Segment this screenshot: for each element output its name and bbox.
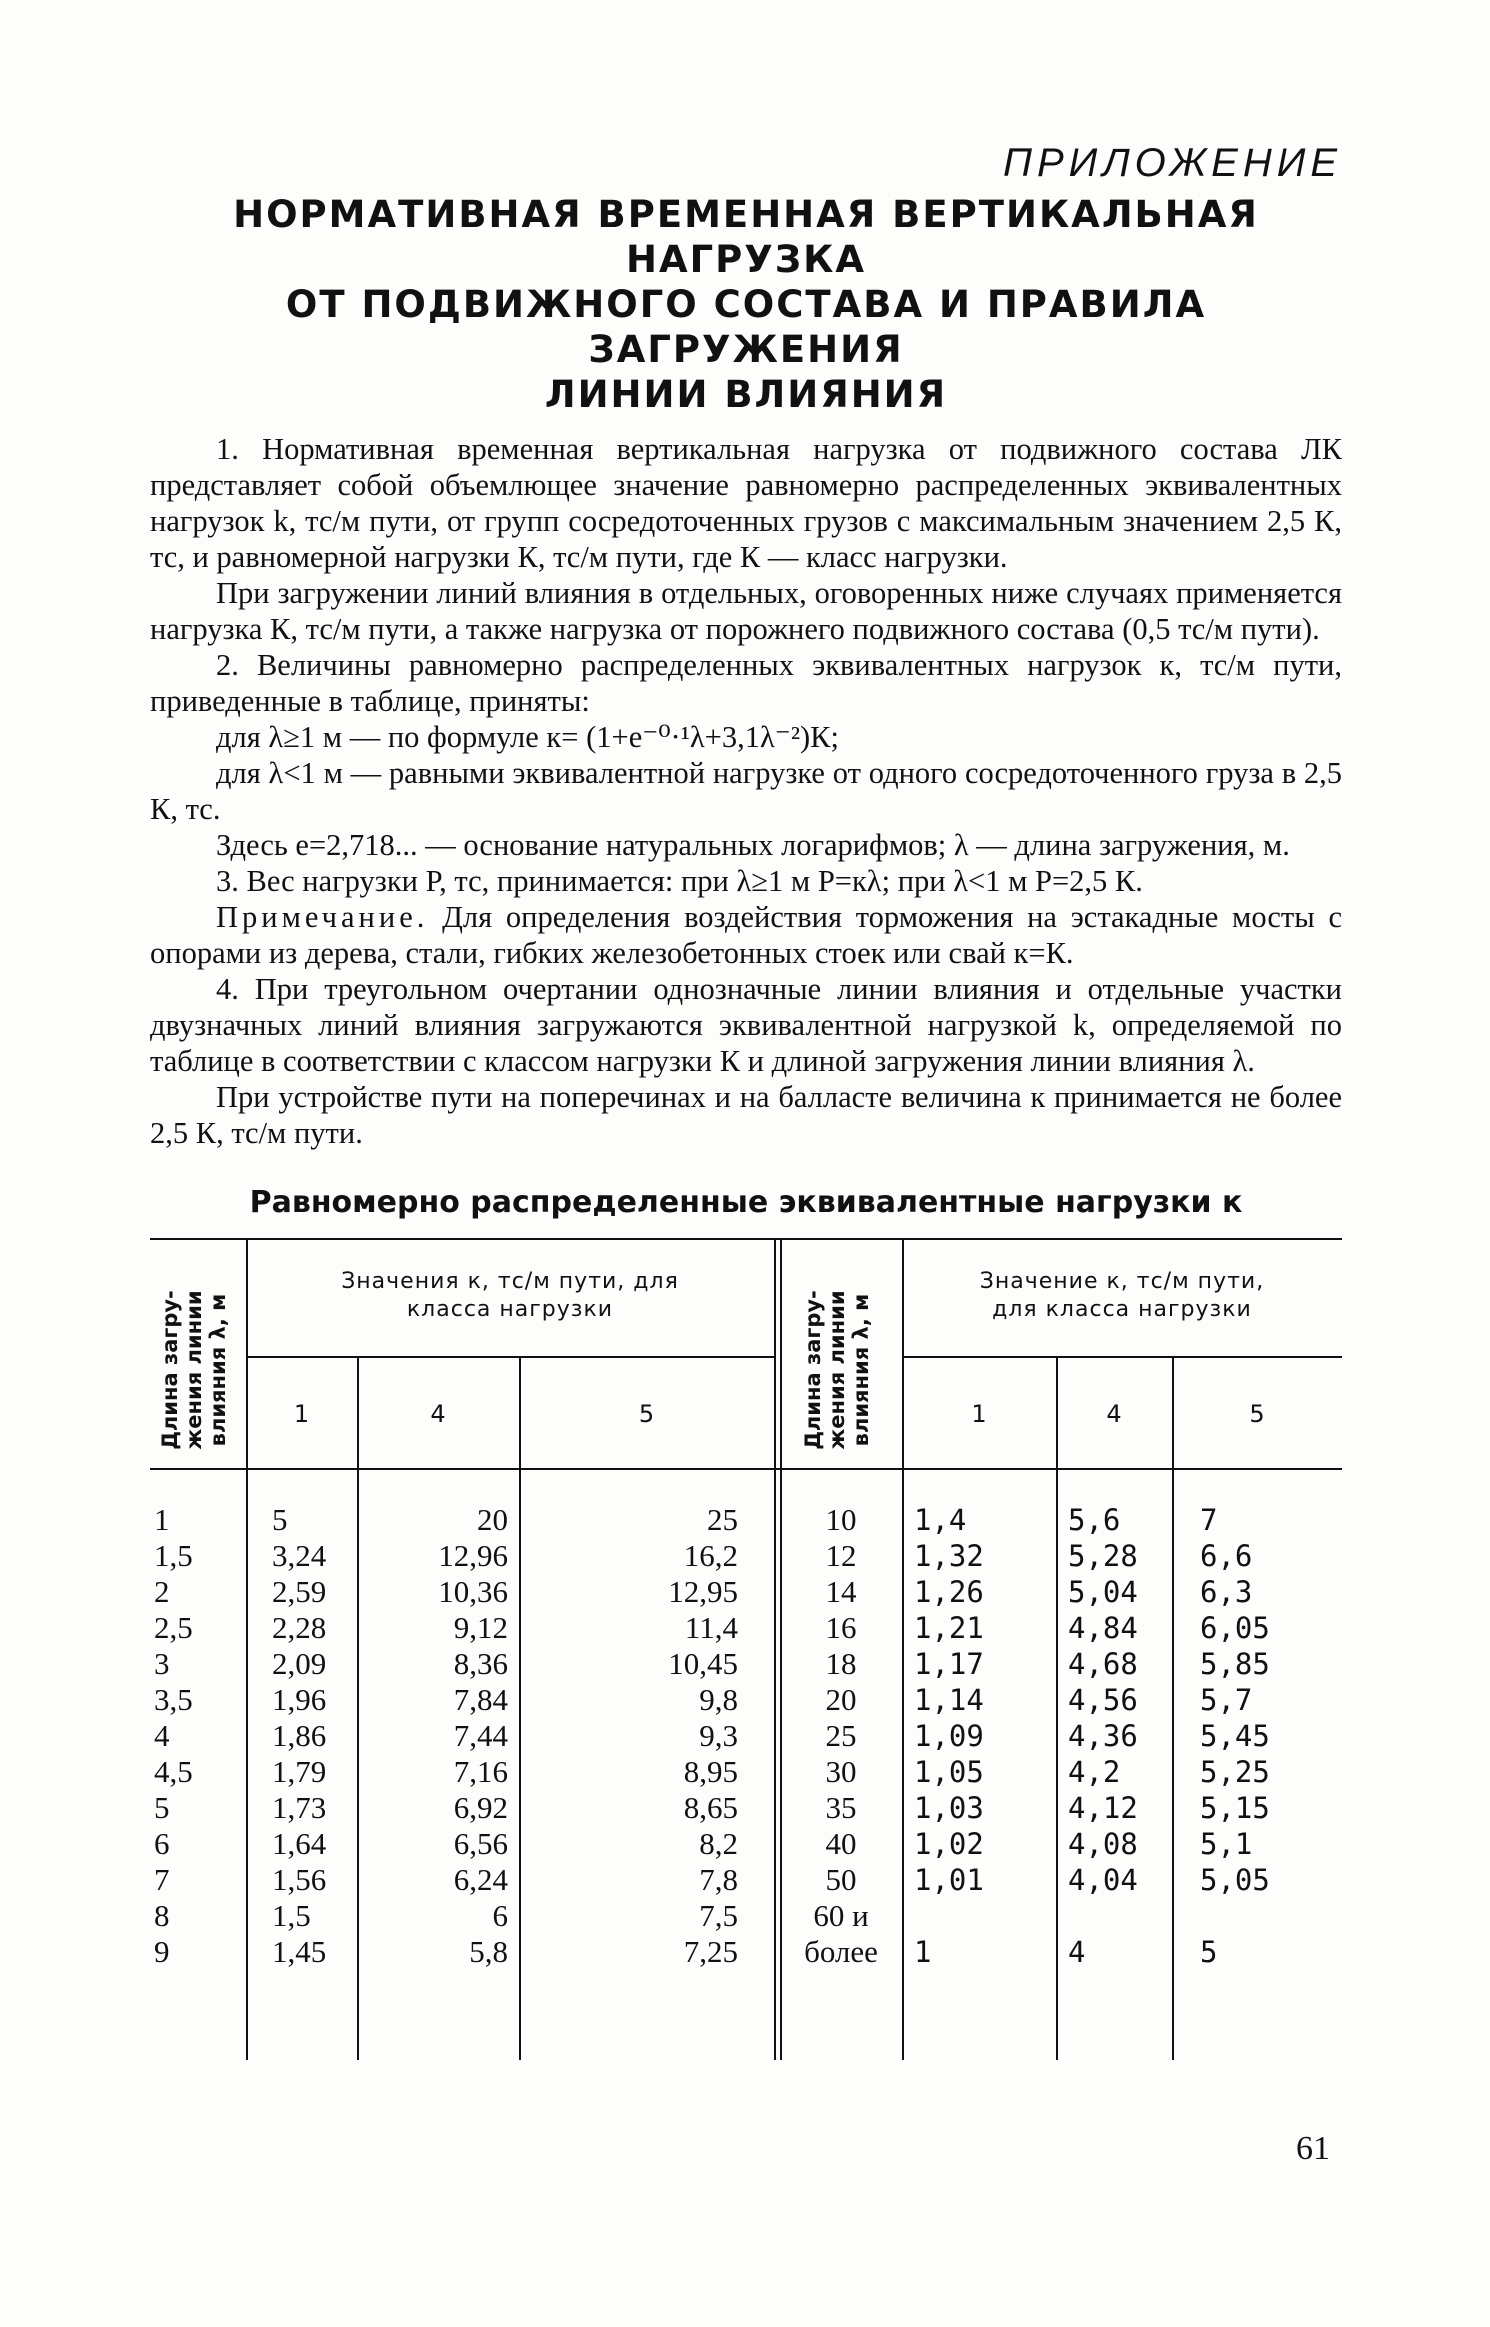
table-cell: 7,25 (683, 1934, 738, 1969)
table-cell: 1,5 (272, 1898, 311, 1933)
table-cell: 1,21 (914, 1611, 984, 1645)
table-cell: 1,09 (914, 1719, 984, 1753)
table-rule (902, 1240, 904, 2060)
table-rule (902, 1356, 1342, 1358)
table-cell: 9 (154, 1934, 170, 1969)
left-k5-column (538, 1502, 738, 1970)
table-cell (1068, 1898, 1168, 1934)
right-k5-column (1200, 1502, 1340, 1970)
table-rule (357, 1356, 359, 2060)
table-cell: 5,6 (1068, 1503, 1121, 1537)
table-cell: 5,25 (1200, 1755, 1270, 1789)
table-cell: 1,01 (914, 1863, 984, 1897)
table-cell: 4,2 (1068, 1755, 1121, 1789)
table-cell: 5,28 (1068, 1539, 1138, 1573)
table-cell: 5,85 (1200, 1647, 1270, 1681)
table-cell: 3,5 (154, 1682, 193, 1717)
load-table (150, 1238, 1342, 2060)
table-cell: 6,24 (453, 1862, 508, 1897)
table-cell: 20 (477, 1502, 508, 1537)
table-rule (246, 1240, 248, 2060)
table-cell: 2,09 (272, 1646, 327, 1681)
table-cell: 6,3 (1200, 1575, 1253, 1609)
page-title (150, 192, 1342, 417)
table-cell: 7 (154, 1862, 170, 1897)
table-cell: 9,3 (699, 1718, 738, 1753)
table-cell: 4,04 (1068, 1863, 1138, 1897)
table-rule (150, 1468, 1342, 1470)
table-cell: 8,36 (453, 1646, 508, 1681)
table-cell: 8,2 (699, 1826, 738, 1861)
table-cell: 5,1 (1200, 1827, 1253, 1861)
table-cell: 6,05 (1200, 1611, 1270, 1645)
table-cell: 12,96 (438, 1538, 508, 1573)
table-cell: 1,03 (914, 1791, 984, 1825)
table-cell: 4,84 (1068, 1611, 1138, 1645)
table-cell: 6,6 (1200, 1539, 1253, 1573)
table-cell: 12,95 (668, 1574, 738, 1609)
table-cell: 18 (825, 1646, 857, 1681)
paragraph: 1. Нормативная временная вертикальная нагрузка от подвижного состава ЛК представляет собой объемлющее значение равномерно распределенных эквивалентных нагрузок k, тс/м пути, от групп сосредоточенных грузов с максимальным значением 2,5 К, тс, и равномерной нагрузки К, тс/м пути, где К — класс нагрузки. (150, 432, 1342, 574)
table-cell (1200, 1898, 1340, 1934)
table-cell: 1 (914, 1935, 932, 1969)
table-rule (246, 1356, 774, 1358)
table-cell: 14 (825, 1574, 857, 1609)
document-page (150, 140, 1342, 2060)
table-cell: 5,04 (1068, 1575, 1138, 1609)
table-cell: 60 и (813, 1898, 869, 1933)
right-length-header: Длина загру- жения линии влияния λ, м (801, 1290, 873, 1450)
table-cell: 1,73 (272, 1790, 327, 1825)
note-text: Для определения воздействия торможения на эстакадные мосты с опорами из дерева, стали, гибких железобетонных стоек или свай к=К. (150, 900, 1342, 970)
class-header: 5 (1249, 1400, 1265, 1428)
table-cell: 3,24 (272, 1538, 327, 1573)
page-number: 61 (1296, 2130, 1330, 2167)
class-header: 5 (638, 1400, 655, 1428)
table-cell: 8 (154, 1898, 170, 1933)
left-length-header: Длина загру- жения линии влияния λ, м (158, 1290, 230, 1450)
class-header: 1 (971, 1400, 987, 1428)
table-rule (774, 1240, 776, 2060)
table-cell: 1,4 (914, 1503, 967, 1537)
right-length-column (786, 1502, 896, 1970)
table-cell: 2 (154, 1574, 170, 1609)
table-cell: 5 (154, 1790, 170, 1825)
note (150, 899, 1342, 971)
paragraph: При устройстве пути на поперечинах и на балласте величина к принимается не более 2,5 К, тс/м пути. (150, 1080, 1342, 1150)
formula-line: для λ≥1 м — по формуле к= (1+e⁻⁰·¹λ+3,1λ⁻²)К; (216, 720, 839, 754)
body-text (150, 431, 1342, 1151)
table-cell: 25 (825, 1718, 857, 1753)
table-cell: 16,2 (683, 1538, 738, 1573)
table-cell: 3 (154, 1646, 170, 1681)
right-k4-column (1068, 1502, 1168, 1970)
table-rule (1172, 1356, 1174, 2060)
table-cell: 1 (154, 1502, 170, 1537)
note-label: Примечание. (216, 900, 429, 934)
table-cell: 10 (825, 1502, 857, 1537)
left-k1-column (272, 1502, 356, 1970)
table-cell: 1,96 (272, 1682, 327, 1717)
table-cell: 4,08 (1068, 1827, 1138, 1861)
table-cell: 6 (492, 1898, 508, 1933)
table-cell: 11,4 (684, 1610, 738, 1645)
table-rule (519, 1356, 521, 2060)
table-cell: 10,36 (438, 1574, 508, 1609)
table-rule (780, 1240, 782, 2060)
table-cell: 5,15 (1200, 1791, 1270, 1825)
table-cell: 25 (707, 1502, 738, 1537)
table-cell: 4,5 (154, 1754, 193, 1789)
table-cell: 5,7 (1200, 1683, 1253, 1717)
title-line: ОТ ПОДВИЖНОГО СОСТАВА И ПРАВИЛА ЗАГРУЖЕНИЯ (285, 283, 1207, 371)
table-cell: 5 (1200, 1935, 1218, 1969)
table-cell: 7,84 (453, 1682, 508, 1717)
title-line: ЛИНИИ ВЛИЯНИЯ (544, 373, 948, 416)
table-cell: 8,65 (683, 1790, 738, 1825)
table-cell: 4,68 (1068, 1647, 1138, 1681)
table-cell: 9,8 (699, 1682, 738, 1717)
table-cell: 6,56 (453, 1826, 508, 1861)
table-cell: 7,44 (453, 1718, 508, 1753)
left-values-header: Значения к, тс/м пути, для класса нагрузки (341, 1269, 679, 1322)
table-cell: 1,5 (154, 1538, 193, 1573)
paragraph: Здесь e=2,718... — основание натуральных логарифмов; λ — длина загружения, м. (216, 828, 1290, 862)
table-cell: более (804, 1934, 878, 1969)
table-cell: 4,56 (1068, 1683, 1138, 1717)
table-cell: 7 (1200, 1503, 1218, 1537)
title-line: НОРМАТИВНАЯ ВРЕМЕННАЯ ВЕРТИКАЛЬНАЯ НАГРУЗКА (233, 193, 1259, 281)
appendix-label: ПРИЛОЖЕНИЕ (1002, 141, 1342, 185)
paragraph: 4. При треугольном очертании однозначные линии влияния и отдельные участки двузначных линий влияния загружаются эквивалентной нагрузкой k, определяемой по таблице в соответствии с классом нагрузки К и длиной загружения линии влияния λ. (150, 972, 1342, 1078)
table-cell: 5,45 (1200, 1719, 1270, 1753)
right-k1-column (914, 1502, 1054, 1970)
table-cell: 20 (825, 1682, 857, 1717)
table-cell: 4 (154, 1718, 170, 1753)
table-caption: Равномерно распределенные эквивалентные нагрузки к (249, 1185, 1243, 1220)
table-cell: 7,8 (699, 1862, 738, 1897)
table-cell: 10,45 (668, 1646, 738, 1681)
paragraph: 3. Вес нагрузки P, тс, принимается: при λ≥1 м P=кλ; при λ<1 м P=2,5 К. (216, 864, 1143, 898)
table-cell: 5,05 (1200, 1863, 1270, 1897)
class-header: 4 (1106, 1400, 1122, 1428)
table-cell: 35 (825, 1790, 857, 1825)
table-cell: 4,12 (1068, 1791, 1138, 1825)
table-rule (1056, 1356, 1058, 2060)
table-cell: 8,95 (683, 1754, 738, 1789)
table-cell: 4 (1068, 1935, 1086, 1969)
table-cell: 5 (272, 1502, 288, 1537)
table-cell: 1,64 (272, 1826, 327, 1861)
table-cell: 1,56 (272, 1862, 327, 1897)
table-cell: 6 (154, 1826, 170, 1861)
paragraph: для λ<1 м — равными эквивалентной нагрузке от одного сосредоточенного груза в 2,5 К, тс. (150, 756, 1342, 826)
table-cell: 1,32 (914, 1539, 984, 1573)
table-cell: 1,45 (272, 1934, 327, 1969)
left-k4-column (378, 1502, 508, 1970)
left-length-column (154, 1502, 244, 1970)
table-cell: 1,26 (914, 1575, 984, 1609)
table-cell: 7,5 (699, 1898, 738, 1933)
table-cell: 40 (825, 1826, 857, 1861)
right-values-header: Значение к, тс/м пути, для класса нагрузки (979, 1269, 1265, 1322)
table-cell: 9,12 (453, 1610, 508, 1645)
table-cell (914, 1898, 1054, 1934)
table-cell: 50 (825, 1862, 857, 1897)
class-header: 4 (430, 1400, 446, 1428)
table-cell: 1,14 (914, 1683, 984, 1717)
paragraph: При загружении линий влияния в отдельных, оговоренных ниже случаях применяется нагрузка К, тс/м пути, а также нагрузка от порожнего подвижного состава (0,5 тс/м пути). (150, 576, 1342, 646)
table-cell: 4,36 (1068, 1719, 1138, 1753)
table-cell: 5,8 (469, 1934, 508, 1969)
table-cell: 12 (825, 1538, 857, 1573)
table-cell: 1,86 (272, 1718, 327, 1753)
table-cell: 1,17 (914, 1647, 984, 1681)
table-cell: 2,5 (154, 1610, 193, 1645)
table-cell: 1,79 (272, 1754, 327, 1789)
table-cell: 7,16 (453, 1754, 508, 1789)
table-cell: 1,05 (914, 1755, 984, 1789)
table-cell: 2,28 (272, 1610, 327, 1645)
table-cell: 6,92 (453, 1790, 508, 1825)
paragraph: 2. Величины равномерно распределенных эквивалентных нагрузок к, тс/м пути, приведенные в таблице, приняты: (150, 648, 1342, 718)
table-cell: 16 (825, 1610, 857, 1645)
table-cell: 30 (825, 1754, 857, 1789)
table-cell: 2,59 (272, 1574, 327, 1609)
class-header: 1 (293, 1400, 310, 1428)
table-cell: 1,02 (914, 1827, 984, 1861)
